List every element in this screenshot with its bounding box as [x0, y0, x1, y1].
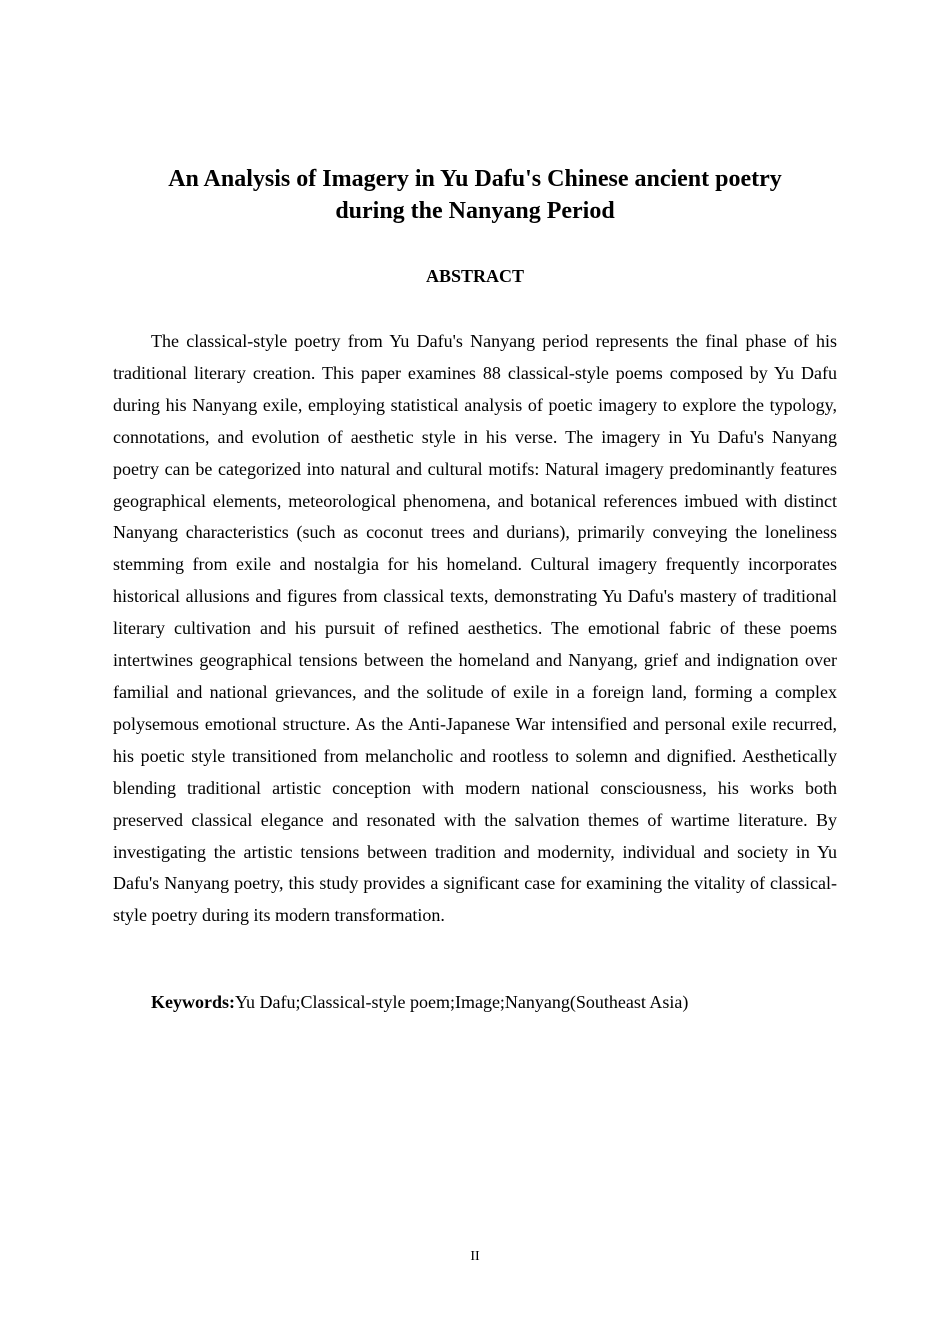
keywords-value: Yu Dafu;Classical-style poem;Image;Nanyang(Southeast Asia)	[235, 992, 689, 1012]
title-line-2: during the Nanyang Period	[335, 198, 615, 224]
abstract-body: The classical-style poetry from Yu Dafu's Nanyang period represents the final phase of his traditional literary creation. This paper examines 88 classical-style poems composed by Yu Dafu during his Nanyang exile, employing statistical analysis of poetic imagery to explore the typology, connotations, and evolution of aesthetic style in his verse. The imagery in Yu Dafu's Nanyang poetry can be categorized into natural and cultural motifs: Natural imagery predominantly features geographical elements, meteorological phenomena, and botanical references imbued with distinct Nanyang characteristics (such as coconut trees and durians), primarily conveying the loneliness stemming from exile and nostalgia for his homeland. Cultural imagery frequently incorporates historical allusions and figures from classical texts, demonstrating Yu Dafu's mastery of traditional literary cultivation and his pursuit of refined aesthetics. The emotional fabric of these poems intertwines geographical tensions between the homeland and Nanyang, grief and indignation over familial and national grievances, and the solitude of exile in a foreign land, forming a complex polysemous emotional structure. As the Anti-Japanese War intensified and personal exile recurred, his poetic style transitioned from melancholic and rootless to solemn and dignified. Aesthetically blending traditional artistic conception with modern national consciousness, his works both preserved classical elegance and resonated with the salvation themes of wartime literature. By investigating the artistic tensions between tradition and modernity, individual and society in Yu Dafu's Nanyang poetry, this study provides a significant case for examining the vitality of classical-style poetry during its modern transformation.	[113, 331, 837, 926]
page-title	[113, 163, 837, 227]
keywords-line	[113, 988, 837, 1016]
abstract-heading: ABSTRACT	[425, 266, 525, 286]
keywords-label: Keywords:	[151, 992, 235, 1012]
page-number: II	[470, 1249, 480, 1264]
title-line-1: An Analysis of Imagery in Yu Dafu's Chinese ancient poetry	[168, 166, 782, 192]
